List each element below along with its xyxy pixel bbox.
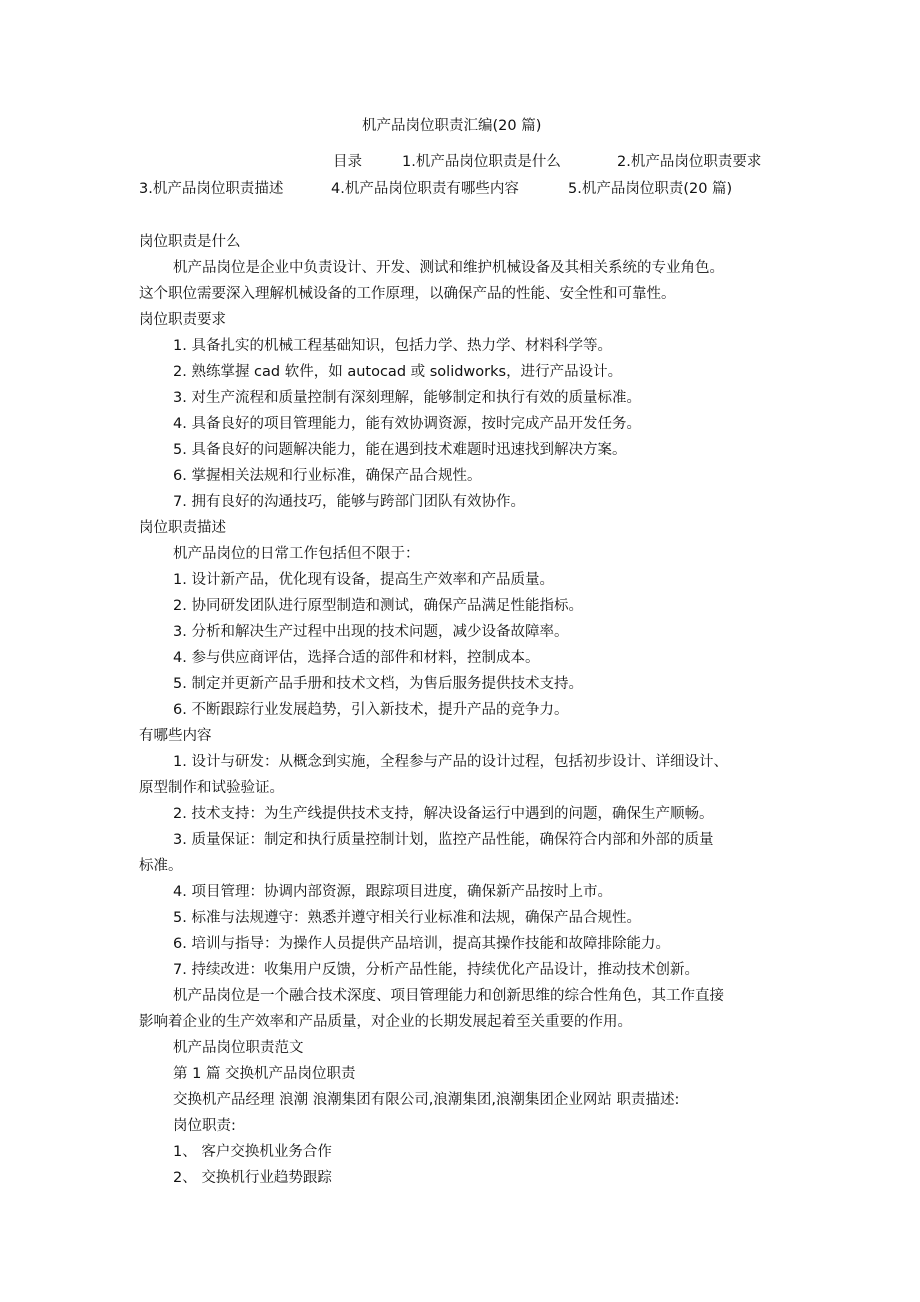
list-item: 标准。: [139, 858, 183, 874]
list-item: 1. 具备扎实的机械工程基础知识，包括力学、热力学、材料科学等。: [173, 338, 612, 354]
toc-label: 目录: [333, 154, 362, 170]
paragraph-line: 机产品岗位是一个融合技术深度、项目管理能力和创新思维的综合性角色，其工作直接: [173, 988, 724, 1004]
list-item: 3. 质量保证：制定和执行质量控制计划，监控产品性能，确保符合内部和外部的质量: [173, 832, 714, 848]
paragraph-line: 这个职位需要深入理解机械设备的工作原理，以确保产品的性能、安全性和可靠性。: [139, 286, 676, 302]
list-item: 2. 技术支持：为生产线提供技术支持，解决设备运行中遇到的问题，确保生产顺畅。: [173, 806, 714, 822]
list-item: 1、 客户交换机业务合作: [173, 1144, 332, 1160]
toc-link[interactable]: 1.机产品岗位职责是什么: [402, 154, 561, 170]
section-heading: 岗位职责描述: [139, 520, 226, 536]
list-item: 3. 分析和解决生产过程中出现的技术问题，减少设备故障率。: [173, 624, 569, 640]
list-item: 5. 具备良好的问题解决能力，能在遇到技术难题时迅速找到解决方案。: [173, 442, 627, 458]
article-title: 第 1 篇 交换机产品岗位职责: [173, 1066, 356, 1082]
list-item: 6. 培训与指导：为操作人员提供产品培训，提高其操作技能和故障排除能力。: [173, 936, 670, 952]
toc-link[interactable]: 4.机产品岗位职责有哪些内容: [331, 181, 519, 197]
list-item: 5. 制定并更新产品手册和技术文档，为售后服务提供技术支持。: [173, 676, 583, 692]
list-item: 3. 对生产流程和质量控制有深刻理解，能够制定和执行有效的质量标准。: [173, 390, 641, 406]
list-item: 5. 标准与法规遵守：熟悉并遵守相关行业标准和法规，确保产品合规性。: [173, 910, 641, 926]
paragraph-line: 机产品岗位的日常工作包括但不限于：: [173, 546, 420, 562]
page-title: 机产品岗位职责汇编(20 篇): [362, 118, 542, 134]
paragraph-line: 机产品岗位是企业中负责设计、开发、测试和维护机械设备及其相关系统的专业角色。: [173, 260, 724, 276]
section-heading: 岗位职责要求: [139, 312, 226, 328]
section-heading: 岗位职责是什么: [139, 234, 241, 250]
list-item: 2. 熟练掌握 cad 软件，如 autocad 或 solidworks，进行产品设计。: [173, 364, 623, 380]
list-item: 2、 交换机行业趋势跟踪: [173, 1170, 332, 1186]
list-item: 1. 设计与研发：从概念到实施，全程参与产品的设计过程，包括初步设计、详细设计、: [173, 754, 728, 770]
list-item: 6. 不断跟踪行业发展趋势，引入新技术，提升产品的竞争力。: [173, 702, 569, 718]
list-item: 原型制作和试验验证。: [139, 780, 284, 796]
toc-link[interactable]: 3.机产品岗位职责描述: [139, 181, 284, 197]
list-item: 4. 参与供应商评估，选择合适的部件和材料，控制成本。: [173, 650, 540, 666]
section-heading: 机产品岗位职责范文: [173, 1040, 304, 1056]
list-item: 4. 具备良好的项目管理能力，能有效协调资源，按时完成产品开发任务。: [173, 416, 641, 432]
list-item: 1. 设计新产品，优化现有设备，提高生产效率和产品质量。: [173, 572, 554, 588]
list-item: 7. 拥有良好的沟通技巧，能够与跨部门团队有效协作。: [173, 494, 525, 510]
list-item: 2. 协同研发团队进行原型制造和测试，确保产品满足性能指标。: [173, 598, 583, 614]
list-item: 6. 掌握相关法规和行业标准，确保产品合规性。: [173, 468, 482, 484]
paragraph-line: 交换机产品经理 浪潮 浪潮集团有限公司,浪潮集团,浪潮集团企业网站 职责描述:: [173, 1092, 680, 1108]
toc-link[interactable]: 5.机产品岗位职责(20 篇): [568, 181, 733, 197]
section-heading: 有哪些内容: [139, 728, 212, 744]
paragraph-line: 岗位职责:: [173, 1118, 236, 1134]
toc-link[interactable]: 2.机产品岗位职责要求: [617, 154, 762, 170]
list-item: 4. 项目管理：协调内部资源，跟踪项目进度，确保新产品按时上市。: [173, 884, 612, 900]
paragraph-line: 影响着企业的生产效率和产品质量，对企业的长期发展起着至关重要的作用。: [139, 1014, 632, 1030]
list-item: 7. 持续改进：收集用户反馈，分析产品性能，持续优化产品设计，推动技术创新。: [173, 962, 699, 978]
